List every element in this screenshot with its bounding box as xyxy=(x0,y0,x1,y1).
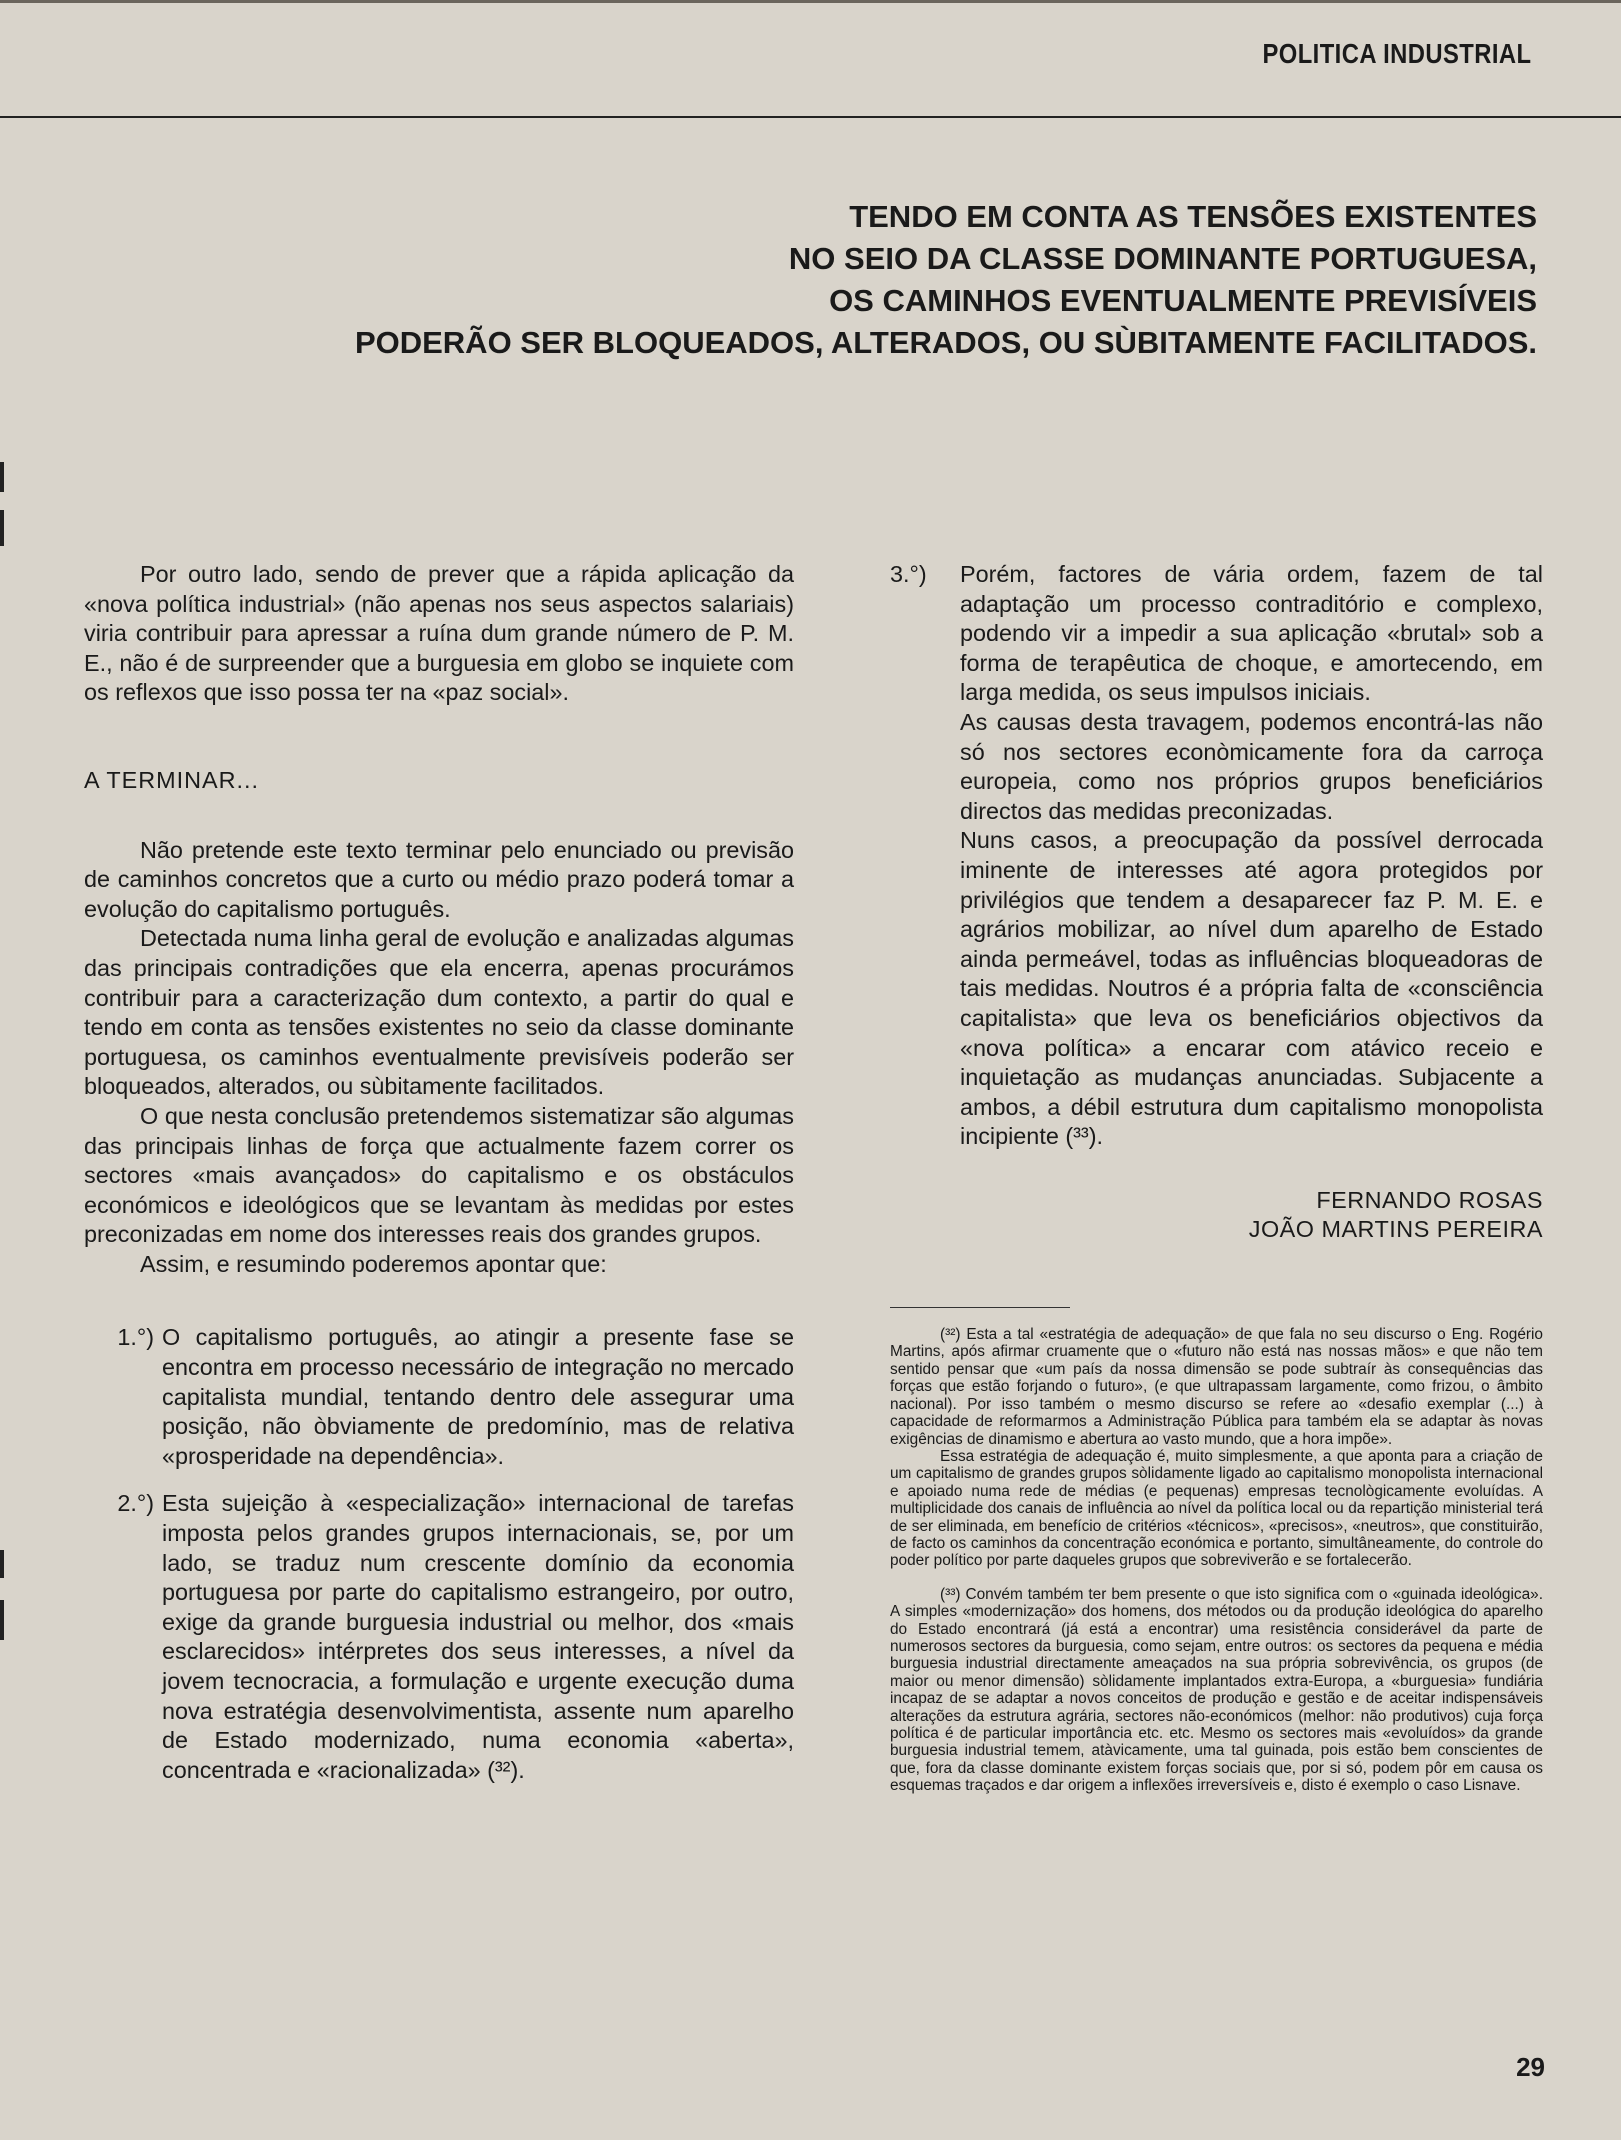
author-byline xyxy=(960,1186,1543,1245)
headline-line: OS CAMINHOS EVENTUALMENTE PREVISÍVEIS xyxy=(829,283,1537,318)
left-column xyxy=(84,560,794,1785)
top-edge xyxy=(0,0,1621,3)
list-item-text: O capitalismo português, ao atingir a presente fase se encontra em processo necessário de integração no mercado capitalista mundial, tentando dentro dele assegurar uma posição, não òbviamente de predomínio, mas de relativa «prosperidade na dependência». xyxy=(162,1324,794,1469)
headline-line: TENDO EM CONTA AS TENSÕES EXISTENTES xyxy=(849,199,1537,234)
footnote-32-continued: Essa estratégia de adequação é, muito simplesmente, a que aponta para a criação de um capitalismo de grandes grupos sòlidamente ligado ao capitalismo monopolista internacional e apoiado numa rede de médias (e pequenas) empresas tecnològicamente evoluídas. A multiplicidade dos canais de influência ao nível da política local ou da repartição ministerial terá de ser eliminada, em benefício de critérios «técnicos», «precisos», «neutros», que constituirão, de facto os caminhos da concentração económica e portanto, simultâneamente, do controle do poder político por parte daqueles grupos que sobreviverão e se fortalecerão. xyxy=(890,1447,1543,1570)
footnote-33: (³³) Convém também ter bem presente o que isto significa com o «guinada ideológica». A simples «modernização» dos homens, dos métodos ou da produção ideológica do aparelho do Estado encontrará (já está a encontrar) uma resistência considerável da parte de numerosos sectores da burguesia, como sejam, entre outros: os sectores da pequena e média burguesia industrial directamente ameaçados na sua própria sobrevivência, os grupos (de maior ou menor dimensão) sòlidamente implantados extra-Europa, a «burguesia» fundiária incapaz de se adaptar a novos conceitos de produção e gestão e de aceitar indispensáveis alterações da estrutura agrária, sectores não-económicos (melhor: não produtivos) cuja força política é de particular importância etc. etc. Mesmo os sectores mais «evoluídos» da grande burguesia industrial temem, atàvicamente, uma tal guinada, pois estão bem conscientes de que, fora da classe dominante existem forças sociais que, por si só, podem pôr em causa os esquemas traçados e dar origem a inflexões irreversíveis e, disto é exemplo o caso Lisnave. xyxy=(890,1585,1543,1795)
pull-quote-headline xyxy=(137,196,1537,364)
binding-mark xyxy=(0,1550,4,1578)
list-item xyxy=(84,1489,794,1785)
binding-mark xyxy=(0,510,4,546)
section-header: POLITICA INDUSTRIAL xyxy=(1262,38,1531,69)
header-rule xyxy=(0,116,1621,118)
body-paragraph: Assim, e resumindo poderemos apontar que: xyxy=(140,1250,607,1277)
list-item-text: As causas desta travagem, podemos encontrá-las não só nos sectores econòmicamente fora da carroça europeia, como nos próprios grupos beneficiários directos das medidas preconizadas. xyxy=(960,708,1543,824)
list-item xyxy=(84,1323,794,1471)
right-column xyxy=(890,560,1543,1795)
binding-mark xyxy=(0,462,4,492)
body-paragraph: O que nesta conclusão pretendemos sistematizar são algumas das principais linhas de força que actualmente fazem correr os sectores «mais avançados» do capitalismo e os obstáculos económicos e ideológicos que se levantam às medidas por estes preconizadas em nome dos interesses reais dos grandes grupos. xyxy=(84,1102,794,1248)
footnote-32: (³²) Esta a tal «estratégia de adequação» de que fala no seu discurso o Eng. Rogério Martins, após afirmar cruamente que o «futuro não está nas nossas mãos» e que não tem sentido pensar que «um país da nossa dimensão se pode subtraír às consequências das forças que estão forjando o futuro», (e que ultrapassam largamente, como frizou, o âmbito nacional). Por isso também o mesmo discurso se refere ao «desafio exemplar (...) à capacidade de reformarmos a Administração Pública para também ela se adaptar às novas exigências de dinamismo e abertura ao vasto mundo, que a hora impõe». xyxy=(890,1326,1543,1448)
page-number: 29 xyxy=(1516,2052,1545,2082)
headline-line: NO SEIO DA CLASSE DOMINANTE PORTUGUESA, xyxy=(788,241,1537,276)
list-item-number: 3.°) xyxy=(890,561,927,587)
author-name: FERNANDO ROSAS xyxy=(1316,1186,1543,1213)
list-item-text: Porém, factores de vária ordem, fazem de tal adaptação um processo contraditório e complexo, podendo vir a impedir a sua aplicação «brutal» sob a forma de terapêutica de choque, e amortecendo, em larga medida, os seus impulsos iniciais. xyxy=(960,561,1543,706)
list-item-text: Nuns casos, a preocupação da possível derrocada iminente de interesses até agora protegidos por privilégios que tendem a desaparecer faz P. M. E. e agrários mobilizar, ao nível dum aparelho de Estado ainda permeável, todas as influências bloqueadoras de tais medidas. Noutros é a própria falta de «consciência capitalista» que leva os beneficiários objectivos da «nova política» a encarar com atávico receio e inquietação as mudanças anunciadas. Subjacente a ambos, a débil estrutura dum capitalismo monopolista incipiente (³³). xyxy=(960,827,1543,1150)
footnote-rule xyxy=(890,1307,1070,1308)
binding-mark xyxy=(0,1600,4,1640)
list-item-text: Esta sujeição à «especialização» internacional de tarefas imposta pelos grandes grupos internacionais, se, por um lado, se traduz num crescente domínio da economia portuguesa por parte do capitalismo estrangeiro, por outro, exige da grande burguesia industrial ou melhor, dos «mais esclarecidos» intérpretes dos seus interesses, a nível da jovem tecnocracia, a formulação e urgente execução duma nova estratégia desenvolvimentista, assente num aparelho de Estado modernizado, numa economia «aberta», concentrada e «racionalizada» (³²). xyxy=(162,1490,794,1783)
section-title: A TERMINAR... xyxy=(84,766,260,793)
list-item-number: 2.°) xyxy=(117,1490,154,1517)
headline-line: PODERÃO SER BLOQUEADOS, ALTERADOS, OU SÙBITAMENTE FACILITADOS. xyxy=(354,325,1537,360)
body-paragraph: Não pretende este texto terminar pelo enunciado ou previsão de caminhos concretos que a curto ou médio prazo poderá tomar a evolução do capitalismo português. xyxy=(84,836,794,922)
body-paragraph: Detectada numa linha geral de evolução e analizadas algumas das principais contradições que ela encerra, apenas procurámos contribuir para a caracterização dum contexto, a partir do qual e tendo em conta as tensões existentes no seio da classe dominante portuguesa, os caminhos eventualmente previsíveis poderão ser bloqueados, alterados, ou sùbitamente facilitados. xyxy=(84,925,794,1100)
list-item xyxy=(890,560,1543,1245)
intro-paragraph: Por outro lado, sendo de prever que a rápida aplicação da «nova política industrial» (não apenas nos seus aspectos salariais) viria contribuir para apressar a ruína dum grande número de P. M. E., não é de surpreender que a burguesia em globo se inquiete com os reflexos que isso possa ter na «paz social». xyxy=(84,561,794,706)
author-name: JOÃO MARTINS PEREIRA xyxy=(1248,1216,1543,1243)
list-item-number: 1.°) xyxy=(117,1324,154,1351)
